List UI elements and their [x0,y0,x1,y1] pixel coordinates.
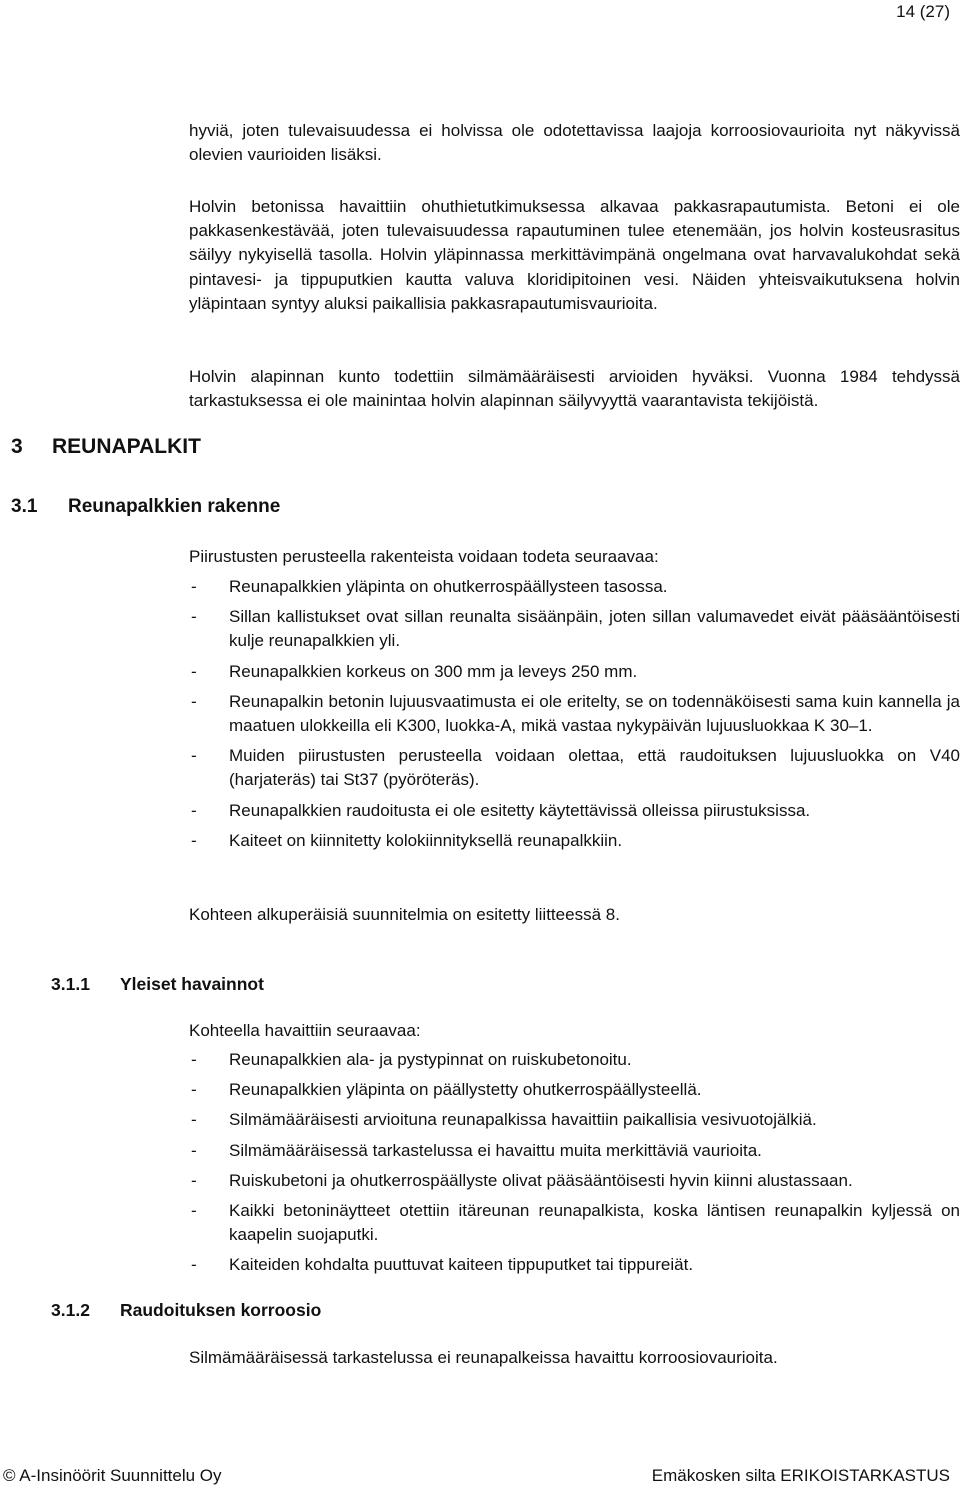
list-item: - Kaiteiden kohdalta puuttuvat kaiteen tippuputket tai tippureiät. [189,1253,960,1277]
observations-intro: Kohteella havaittiin seuraavaa: [189,1021,421,1040]
section-number: 3.1 [11,496,38,517]
corrosion-finding: Silmämääräisessä tarkastelussa ei reunapalkeissa havaittu korroosiovaurioita. [189,1348,778,1367]
section-heading-3 [11,435,201,459]
list-item: - Reunapalkkien korkeus on 300 mm ja leveys 250 mm. [189,660,960,684]
structure-list [189,575,960,859]
section-heading-3-1-1 [51,974,264,995]
section-number: 3.1.1 [51,974,90,994]
list-item: - Kaikki betoninäytteet otettiin itäreunan reunapalkista, koska läntisen reunapalkin kyljessä on kaapelin suojaputki. [189,1199,960,1247]
section-title: Raudoituksen korroosio [120,1300,322,1320]
section-number: 3 [11,435,23,458]
list-item: - Muiden piirustusten perusteella voidaan olettaa, että raudoituksen lujuusluokka on V40 (harjateräs) tai St37 (pyöröteräs). [189,744,960,792]
section-title: REUNAPALKIT [52,435,201,458]
footer-document-title: Emäkosken silta ERIKOISTARKASTUS [651,1466,950,1485]
list-item: - Reunapalkin betonin lujuusvaatimusta ei ole eritelty, se on todennäköisesti sama kuin kannella ja maatuen ulokkeilla eli K300, luokka-A, mikä vastaa nykypäivän lujuusluokkaa K 30–1. [189,690,960,738]
list-item: - Reunapalkkien ala- ja pystypinnat on ruiskubetonoitu. [189,1048,960,1072]
paragraph-frost-damage: Holvin betonissa havaittiin ohuthietutkimuksessa alkavaa pakkasrapautumista. Betoni ei ole pakkasenkestävää, joten tulevaisuudessa rapautuminen tulee etenemään, jos holvin kosteusrasitus säilyy nykyisellä tasolla. Holvin yläpinnassa merkittävimpänä ongelmana ovat harvavalukohdat sekä pintavesi- ja tippuputkien kautta valuva kloridipitoinen vesi. Näiden yhteisvaikutuksena holvin yläpintaan syntyy aluksi paikallisia pakkasrapautumisvaurioita. [189,197,960,313]
list-item: - Kaiteet on kiinnitetty kolokiinnityksellä reunapalkkiin. [189,829,960,853]
list-item: - Silmämääräisesti arvioituna reunapalkissa havaittiin paikallisia vesivuotojälkiä. [189,1108,960,1132]
section-heading-3-1 [11,496,280,518]
paragraph-underside-condition: Holvin alapinnan kunto todettiin silmämääräisesti arvioiden hyväksi. Vuonna 1984 tehdyssä tarkastuksessa ei ole mainintaa holvin alapinnan säilyvyyttä vaarantavista tekijöistä. [189,367,960,411]
section-heading-3-1-2 [51,1300,321,1321]
list-item: - Sillan kallistukset ovat sillan reunalta sisäänpäin, joten sillan valumavedet eivät pääsääntöisesti kulje reunapalkkien yli. [189,605,960,653]
structure-intro: Piirustusten perusteella rakenteista voidaan todeta seuraavaa: [189,547,659,566]
footer-company: © A-Insinöörit Suunnittelu Oy [3,1466,222,1485]
list-item: - Reunapalkkien yläpinta on ohutkerrospäällysteen tasossa. [189,575,960,599]
original-plans-note: Kohteen alkuperäisiä suunnitelmia on esitetty liitteessä 8. [189,905,620,924]
list-item: - Reunapalkkien yläpinta on päällystetty ohutkerrospäällysteellä. [189,1078,960,1102]
page-number: 14 (27) [896,2,950,21]
paragraph-corrosion-outlook: hyviä, joten tulevaisuudessa ei holvissa ole odotettavissa laajoja korroosiovaurioita nyt näkyvissä olevien vaurioiden lisäksi. [189,121,960,165]
list-item: - Ruiskubetoni ja ohutkerrospäällyste olivat pääsääntöisesti hyvin kiinni alustassaan. [189,1169,960,1193]
list-item: - Silmämääräisessä tarkastelussa ei havaittu muita merkittäviä vaurioita. [189,1139,960,1163]
section-number: 3.1.2 [51,1300,90,1320]
section-title: Reunapalkkien rakenne [68,496,281,517]
list-item: - Reunapalkkien raudoitusta ei ole esitetty käytettävissä olleissa piirustuksissa. [189,799,960,823]
section-title: Yleiset havainnot [120,974,264,994]
observations-list [189,1048,960,1284]
